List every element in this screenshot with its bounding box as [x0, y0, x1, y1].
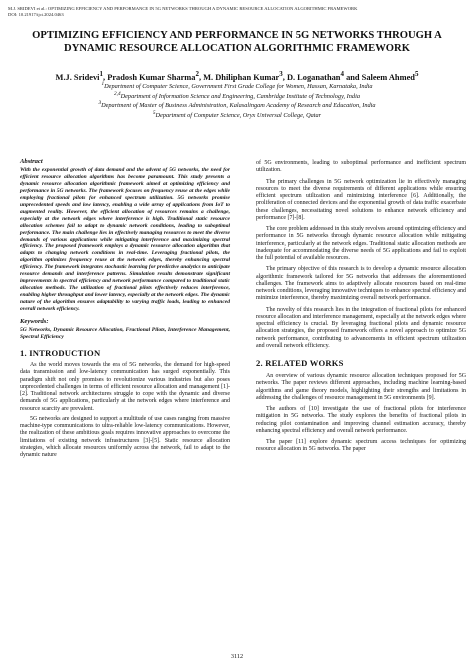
author-sup: 5 — [414, 70, 419, 78]
paragraph: The core problem addressed in this study revolves around optimizing efficiency and performance in 5G networks through dynamic resource allocation while mitigating interference, particularly at the network edges. Traditional static allocation methods are inadequate for accommodating the diverse needs of 5G applications and fail to exploit the full potential of available resources. — [256, 226, 466, 261]
affiliation-text: Department of Information Science and Engineering, Cambridge Institute of Technology, India — [120, 92, 360, 100]
paragraph: of 5G environments, leading to suboptimal performance and inefficient spectrum utilization. — [256, 160, 466, 174]
author-name: Saleem Ahmed — [361, 72, 415, 82]
author-sup: 2 — [195, 70, 199, 78]
affiliation-line — [14, 91, 460, 101]
affiliation-sup: 5 — [152, 110, 156, 117]
paragraph: The paper [11] explore dynamic spectrum access techniques for optimizing resource allocation in 5G networks. The paper — [256, 439, 466, 453]
affiliation-sup: 2,4 — [114, 90, 121, 97]
affiliations — [14, 81, 460, 120]
author-connector: and — [346, 72, 360, 82]
paragraph: The primary challenges in 5G network optimization lie in effectively managing resources to meet the diverse requirements of different applications while ensuring efficient spectrum utilization and minimizing interference [6]. Additionally, the proliferation of connected devices and the exponential growth of data traffic exacerbate these challenges, necessitating novel solutions to enhance network efficiency and performance [7]-[8]. — [256, 178, 466, 221]
affiliation-sup: 3 — [98, 100, 102, 107]
paragraph: An overview of various dynamic resource allocation techniques proposed for 5G networks. The paper reviews different approaches, including machine learning-based algorithms and game theory models, highlighting their strengths and limitations in addressing the challenges of resource management in 5G environments [9]. — [256, 373, 466, 401]
running-head — [8, 6, 466, 18]
paragraph: The primary objective of this research is to develop a dynamic resource allocation algorithmic framework tailored for 5G networks that addresses the aforementioned challenges. The framework aims to adaptively allocate resources based on real-time network conditions, leveraging innovative techniques to enhance spectral efficiency and minimize interference, thereby maximizing overall network performance. — [256, 266, 466, 302]
affiliation-text: Department of Computer Science, Government First Grade College for Women, Hassan, Karnataka, India — [104, 83, 373, 91]
affiliation-line — [14, 110, 460, 120]
abstract-heading: Abstract — [20, 158, 43, 165]
affiliation-line — [14, 100, 460, 110]
author-list: M.J. Sridevi$^1$, Pradosh Kumar Sharma$^2$, M. Dhiliphan Kumar$^3$, D. Loganathan$^4$ and Saleem Ahmed$^5$ — [55, 70, 419, 82]
affiliation-text: Department of Master of Business Administration, Kalasalingam Academy of Research and Education, India — [101, 102, 376, 110]
paper-title: OPTIMIZING EFFICIENCY AND PERFORMANCE IN 5G NETWORKS THROUGH A DYNAMIC RESOURCE ALLOCATION ALGORITHMIC FRAMEWORK — [32, 30, 442, 54]
keywords-heading: Keywords: — [20, 318, 49, 326]
section-heading-introduction: 1. INTRODUCTION — [20, 348, 101, 359]
author-name: M.J. Sridevi — [55, 72, 100, 82]
running-head-title: M.J. SRIDEVI et al.: OPTIMIZING EFFICIENCY AND PERFORMANCE IN 5G NETWORKS THROUGH A DYNAMIC RESOURCE ALLOCATION ALGORITHMIC FRAMEWORK — [8, 6, 358, 11]
section-heading-related-works: 2. RELATED WORKS — [256, 358, 344, 368]
author-sup: 4 — [340, 70, 344, 78]
right-column — [256, 160, 466, 458]
affiliation-sup: 1 — [101, 81, 105, 87]
page-number: 3112 — [230, 653, 244, 660]
abstract-text: With the exponential growth of data demand and the advent of 5G networks, the need for efficient resource allocation algorithms has become paramount. This study presents a dynamic resource allocation algorithmic framework aimed at optimizing efficiency and performance in 5G networks. The framework focuses on frequency reuse at the edges while employing fractional pilots for enhanced spectrum utilization. 5G networks promise unprecedented speeds and low latency, enabling a wide array of applications from IoT to augmented reality. However, the efficient allocation of resources remains a challenge, especially at the network edges where interference is high. Traditional static resource allocation schemes fail to adapt to dynamic network conditions, leading to suboptimal performance. The main challenge lies in effectively managing resources to meet the diverse demands of various applications while mitigating interference and maximizing spectral efficiency. The proposed framework employs a dynamic resource allocation algorithm that adapts to changing network conditions in real-time. Leveraging fractional pilots, the algorithm optimizes frequency reuse at the network edges, thereby enhancing spectral efficiency. The framework integrates stochastic learning for predictive analytics to anticipate resource demands and interference patterns. Simulation results demonstrate significant improvements in spectral efficiency and network performance compared to traditional static allocation methods. The utilization of fractional pilots effectively reduces interference, enabling higher throughput and lower latency, especially at the network edges. The dynamic nature of the algorithm ensures adaptability to varying traffic loads, leading to enhanced overall network efficiency. — [20, 167, 230, 313]
author-sup: 3 — [279, 70, 283, 78]
running-head-doi: DOI: 10.21917/ijct.2024.0463 — [8, 11, 64, 17]
paragraph: As the world moves towards the era of 5G networks, the demand for high-speed data transmission and low-latency communication has surged exponentially. This paradigm shift not only promises to revolutionize various industries but also poses unprecedented challenges in terms of efficient resource allocation and management [1]-[2]. Traditional network architectures struggle to cope with the dynamic and diverse demands of 5G applications, particularly at the network edges where interference and resource scarcity are prevalent. — [20, 362, 230, 412]
paragraph: The novelty of this research lies in the integration of fractional pilots for enhanced resource allocation and interference management, especially at the network edges where spectral efficiency is crucial. By leveraging fractional pilots and dynamic resource allocation strategies, the proposed framework offers a novel approach to optimize 5G network performance, contributing to advancements in efficient spectrum utilization and overall network efficiency. — [256, 306, 466, 349]
author-name: D. Loganathan — [286, 72, 341, 82]
author-name: M. Dhiliphan Kumar — [203, 72, 280, 82]
keywords-text: 5G Networks, Dynamic Resource Allocation, Fractional Pilots, Interference Management, Spectral Efficiency — [20, 327, 230, 341]
paragraph: 5G networks are designed to support a multitude of use cases ranging from massive machine-type communications to ultra-reliable low-latency communications. However, the realization of these ambitious goals requires innovative approaches to overcome the limitations of existing network infrastructures [3]-[5]. Static resource allocation strategies, which allocate resources uniformly across the network, fail to adapt to the dynamic nature — [20, 415, 230, 459]
affiliation-line — [14, 81, 460, 91]
paragraph: The authors of [10] investigate the use of fractional pilots for interference mitigation in 5G networks. The study explores the benefits of fractional pilots in reducing pilot contamination and improving channel estimation accuracy, thereby enhancing spectral efficiency and overall network performance. — [256, 406, 466, 434]
author-name: Pradosh Kumar Sharma — [107, 72, 196, 82]
left-column — [20, 158, 230, 462]
author-sup: 1 — [99, 70, 104, 78]
affiliation-text: Department of Computer Science, Oryx Universal College, Qatar — [155, 112, 322, 120]
